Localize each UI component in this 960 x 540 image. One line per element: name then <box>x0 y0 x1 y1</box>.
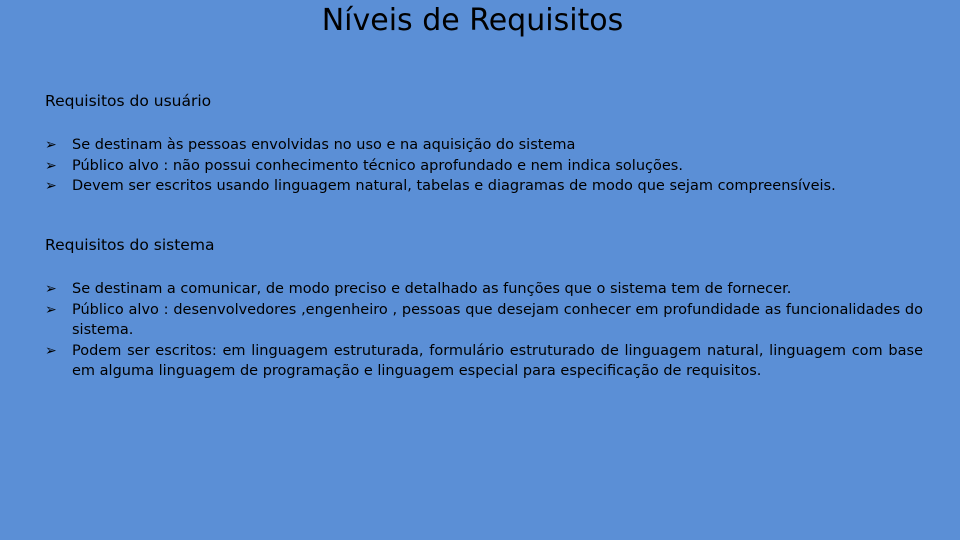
arrow-right-icon: ➢ <box>45 342 57 359</box>
list-item <box>45 135 923 156</box>
arrow-right-icon: ➢ <box>45 178 57 194</box>
bullet-list <box>45 279 923 382</box>
list-item <box>45 156 923 177</box>
list-item <box>45 300 923 341</box>
list-item-text: Público alvo : não possui conhecimento técnico aprofundado e nem indica soluções. <box>72 157 683 174</box>
list-item-text: Se destinam às pessoas envolvidas no uso e na aquisição do sistema <box>72 137 576 153</box>
list-item-text: Podem ser escritos: em linguagem estruturada, formulário estruturado de linguagem natural, linguagem com base em alguma linguagem de programação e linguagem especial para especificação de requisitos. <box>72 342 923 379</box>
arrow-right-icon: ➢ <box>45 137 57 153</box>
list-item-text: Se destinam a comunicar, de modo preciso e detalhado as funções que o sistema tem de fornecer. <box>72 281 792 297</box>
arrow-right-icon: ➢ <box>45 157 57 174</box>
section-heading: Requisitos do usuário <box>45 92 212 110</box>
list-item <box>45 341 923 382</box>
list-item <box>45 176 923 197</box>
arrow-right-icon: ➢ <box>45 281 57 297</box>
list-item <box>45 279 923 300</box>
list-item-text: Público alvo : desenvolvedores ,engenheiro , pessoas que desejam conhecer em profundidade as funcionalidades do sistema. <box>72 301 923 338</box>
section-system-requirements <box>45 234 923 382</box>
list-item-text: Devem ser escritos usando linguagem natural, tabelas e diagramas de modo que sejam compreensíveis. <box>72 178 836 194</box>
page-title: Níveis de Requisitos <box>321 3 624 38</box>
arrow-right-icon: ➢ <box>45 301 57 318</box>
section-heading: Requisitos do sistema <box>45 236 215 254</box>
bullet-list <box>45 135 923 197</box>
section-user-requirements <box>45 90 923 197</box>
